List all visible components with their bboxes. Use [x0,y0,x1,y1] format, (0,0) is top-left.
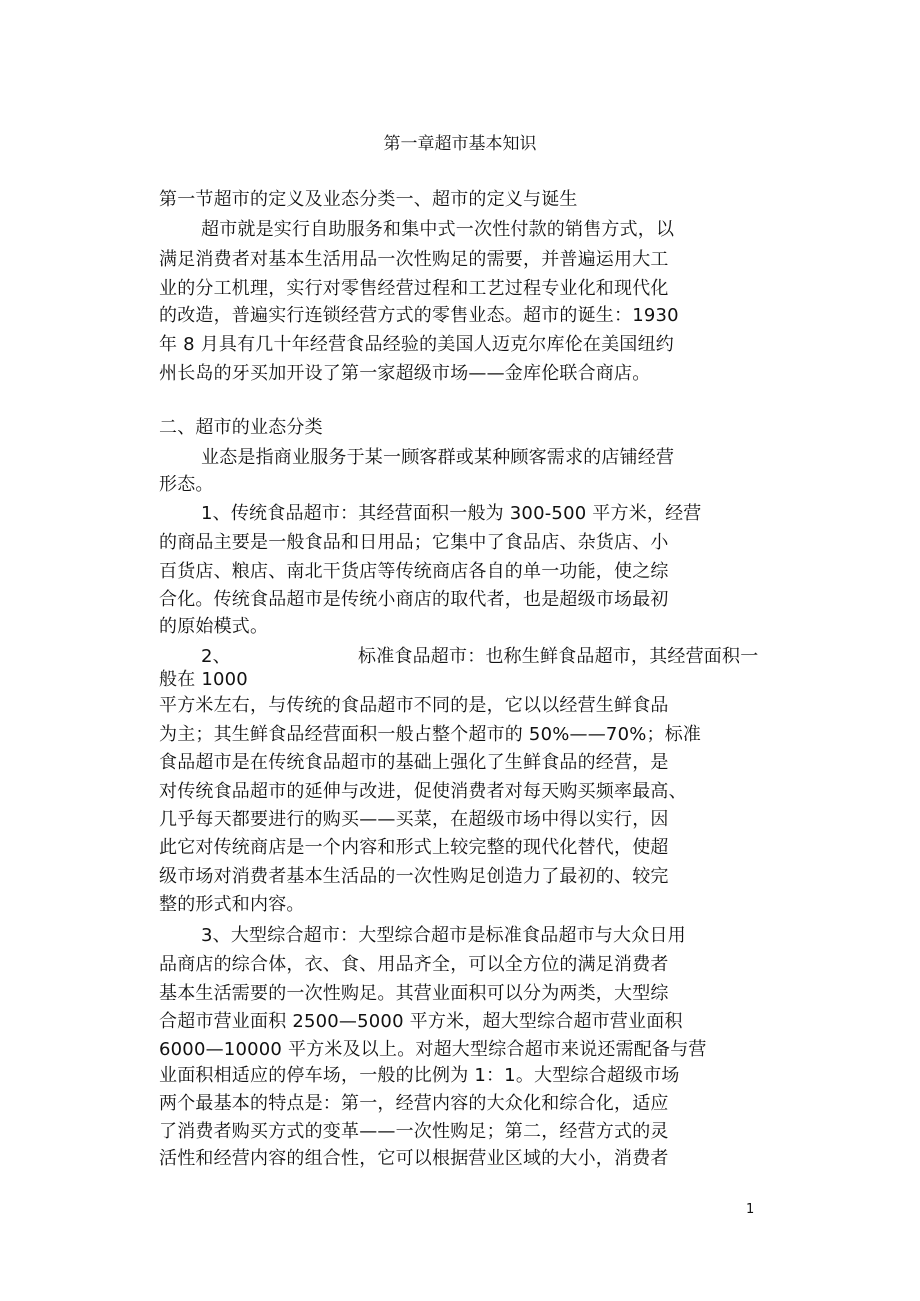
paragraph-line: 标准食品超市：也称生鲜食品超市，其经营面积一 [358,646,759,667]
paragraph-line: 般在 1000 [159,669,248,690]
paragraph-line: 的商品主要是一般食品和日用品；它集中了食品店、杂货店、小 [159,532,669,553]
section-heading: 第一节超市的定义及业态分类一、超市的定义与诞生 [159,189,578,210]
paragraph-line: 业的分工机理，实行对零售经营过程和工艺过程专业化和现代化 [159,278,669,299]
paragraph-line: 3、大型综合超市：大型综合超市是标准食品超市与大众日用 [201,925,686,946]
paragraph-line: 对传统食品超市的延伸与改进，促使消费者对每天购买频率最高、 [159,781,687,802]
paragraph-line: 百货店、粮店、南北干货店等传统商店各自的单一功能，使之综 [159,561,669,582]
paragraph-line: 基本生活需要的一次性购足。其营业面积可以分为两类，大型综 [159,983,669,1004]
paragraph-line: 1、传统食品超市：其经营面积一般为 300-500 平方米，经营 [201,503,702,524]
paragraph-line: 州长岛的牙买加开设了第一家超级市场——金库伦联合商店。 [159,363,651,384]
paragraph-line: 年 8 月具有几十年经营食品经验的美国人迈克尔库伦在美国纽约 [159,334,674,355]
paragraph-line: 食品超市是在传统食品超市的基础上强化了生鲜食品的经营，是 [159,752,669,773]
paragraph-line: 为主；其生鲜食品经营面积一般占整个超市的 50%——70%；标准 [159,724,702,745]
paragraph-line: 的原始模式。 [159,616,269,637]
paragraph-line: 满足消费者对基本生活用品一次性购足的需要，并普遍运用大工 [159,249,669,270]
paragraph-line: 平方米左右，与传统的食品超市不同的是，它以以经营生鲜食品 [159,695,669,716]
paragraph-line: 了消费者购买方式的变革——一次性购足；第二，经营方式的灵 [159,1121,669,1142]
paragraph-line: 合化。传统食品超市是传统小商店的取代者，也是超级市场最初 [159,589,669,610]
paragraph-line: 6000—10000 平方米及以上。对超大型综合超市来说还需配备与营 [159,1039,707,1060]
paragraph-line: 业态是指商业服务于某一顾客群或某种顾客需求的店铺经营 [201,447,675,468]
paragraph-line: 整的形式和内容。 [159,894,305,915]
paragraph-line: 品商店的综合体，衣、食、用品齐全，可以全方位的满足消费者 [159,954,669,975]
paragraph-line: 超市就是实行自助服务和集中式一次性付款的销售方式，以 [201,219,675,240]
section-heading: 二、超市的业态分类 [159,417,323,438]
paragraph-line: 此它对传统商店是一个内容和形式上较完整的现代化替代，使超 [159,837,669,858]
page-number: 1 [746,1202,755,1217]
paragraph-line: 级市场对消费者基本生活品的一次性购足创造力了最初的、较完 [159,866,669,887]
paragraph-line: 合超市营业面积 2500—5000 平方米，超大型综合超市营业面积 [159,1011,683,1032]
paragraph-line: 两个最基本的特点是：第一，经营内容的大众化和综合化，适应 [159,1093,669,1114]
paragraph-line: 的改造，普遍实行连锁经营方式的零售业态。超市的诞生：1930 [159,305,679,326]
chapter-title: 第一章超市基本知识 [383,134,537,154]
paragraph-line: 几乎每天都要进行的购买——买菜，在超级市场中得以实行，因 [159,809,669,830]
list-number: 2、 [201,646,231,667]
paragraph-line: 形态。 [159,474,214,495]
paragraph-line: 活性和经营内容的组合性，它可以根据营业区域的大小，消费者 [159,1148,669,1169]
paragraph-line: 业面积相适应的停车场，一般的比例为 1：1。大型综合超级市场 [159,1065,680,1086]
